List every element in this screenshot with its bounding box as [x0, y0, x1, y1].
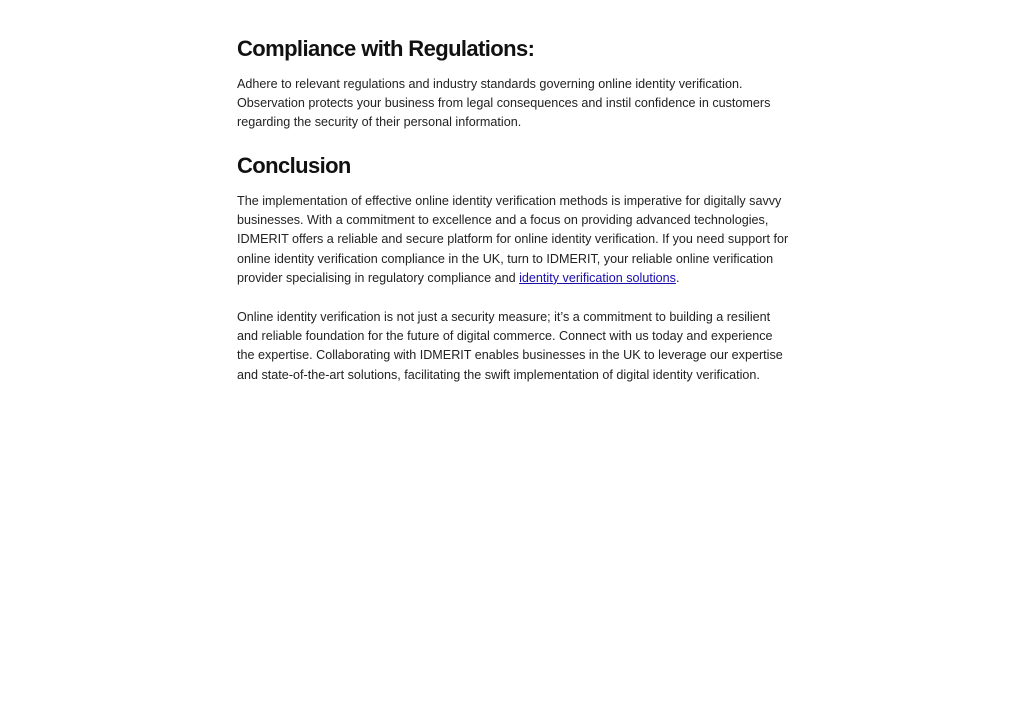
conclusion-heading: Conclusion	[237, 153, 351, 178]
compliance-paragraph: Adhere to relevant regulations and industry standards governing online identity verification. Observation protects your business from legal consequences and instil confidence in customers regarding the security of their personal information.	[237, 77, 771, 130]
conclusion-paragraph-2: Online identity verification is not just a security measure; it’s a commitment to building a resilient and reliable foundation for the future of digital commerce. Connect with us today and experience the expertise. Collaborating with IDMERIT enables businesses in the UK to leverage our expertise and state-of-the-art solutions, facilitating the swift implementation of digital identity verification.	[237, 310, 783, 382]
conclusion-paragraph-1-end: .	[675, 270, 680, 285]
conclusion-paragraph-1	[237, 192, 793, 288]
conclusion-paragraph-1-text: The implementation of effective online identity verification methods is imperative for digitally savvy businesses. With a commitment to excellence and a focus on providing advanced technologies, IDMERIT offers a reliable and secure platform for online identity verification. If you need support for online identity verification compliance in the UK, turn to IDMERIT, your reliable online verification provider specialising in regulatory compliance and	[237, 194, 789, 285]
compliance-heading: Compliance with Regulations:	[237, 36, 535, 61]
identity-verification-solutions-link[interactable]: identity verification solutions	[519, 270, 676, 285]
